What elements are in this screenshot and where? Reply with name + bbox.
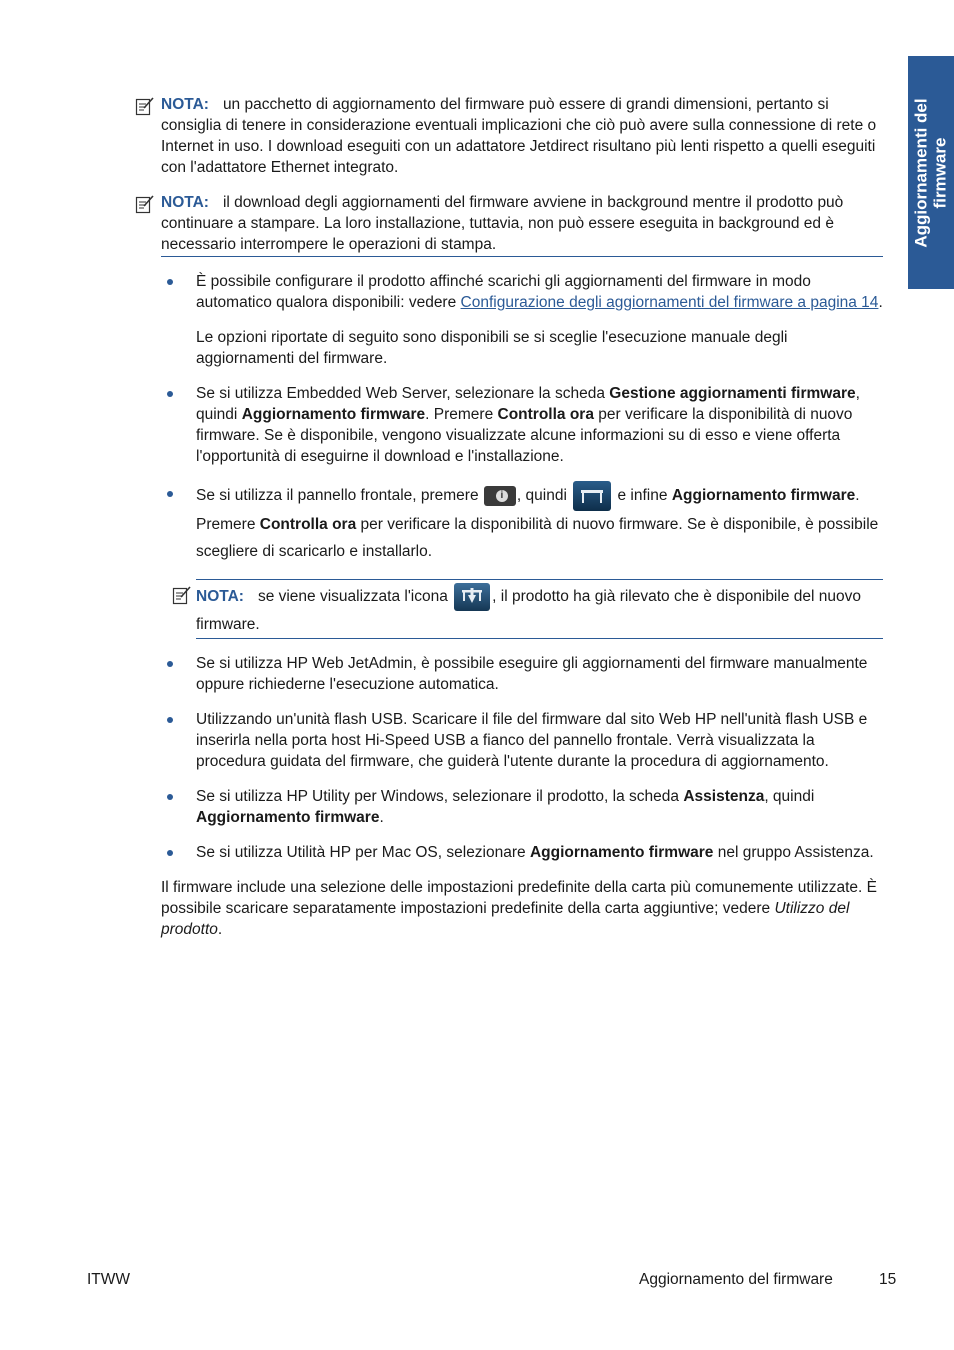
- bold-text: Controlla ora: [259, 516, 357, 533]
- bullet-icon: [167, 279, 173, 285]
- update-options-list: [161, 271, 883, 565]
- footer-left: ITWW: [87, 1271, 131, 1288]
- side-tab-line2: firmware: [931, 137, 951, 208]
- text: Se si utilizza HP Utility per Windows, selezionare il prodotto, la scheda: [196, 788, 684, 805]
- note-icon: [172, 585, 192, 605]
- note-label: NOTA:: [161, 194, 209, 211]
- text: se viene visualizzata l'icona: [257, 588, 453, 606]
- note-label: NOTA:: [161, 96, 209, 113]
- text: , quindi: [764, 788, 815, 805]
- bold-text: Assistenza: [683, 788, 765, 805]
- text: Se si utilizza HP Web JetAdmin, è possibile eseguire gli aggiornamenti del firmware manualmente oppure richiederne l'esecuzione automatica.: [196, 655, 868, 693]
- text: .: [878, 294, 883, 311]
- note-icon: [135, 194, 155, 214]
- bold-text: Aggiornamento firmware: [529, 844, 714, 861]
- text: per verificare la disponibilità di nuovo firmware. Se è disponibile, è possibile scegliere di scaricarlo e installarlo.: [196, 516, 879, 560]
- bullet-icon: [167, 661, 173, 667]
- page-number: 15: [879, 1271, 897, 1288]
- footer-section-title: Aggiornamento del firmware: [639, 1271, 833, 1288]
- info-button-icon: i: [484, 486, 516, 506]
- text: nel gruppo Assistenza.: [713, 844, 874, 861]
- bold-text: Controlla ora: [497, 406, 594, 423]
- note-text: un pacchetto di aggiornamento del firmware può essere di grandi dimensioni, pertanto si consiglia di tenere in considerazione eventuali implicazioni che ciò può avere sulla connessione di rete o Internet in uso. I download eseguiti con un adattatore Jetdirect risultano più lenti rispetto a quelli eseguiti con l'adattatore Ethernet integrato.: [161, 96, 877, 176]
- bold-text: Aggiornamento firmware: [671, 487, 856, 505]
- update-options-list-2: [161, 653, 883, 863]
- bullet-icon: [167, 717, 173, 723]
- side-tab-label: [912, 98, 950, 247]
- text: e infine: [613, 487, 672, 505]
- config-firmware-link[interactable]: Configurazione degli aggiornamenti del firmware a pagina 14: [460, 294, 879, 311]
- text: , quindi: [516, 487, 572, 505]
- text: Il firmware include una selezione delle impostazioni predefinite della carta più comunemente utilizzate. È possibile scaricare separatamente impostazioni predefinite della carta aggiuntive; vedere: [161, 879, 877, 917]
- text: per verificare la disponibilità di nuovo firmware. Se è disponibile, vengono visualizzate alcune informazioni su di esso e viene offerta l'opportunità di eseguirne il download e l'installazione.: [196, 406, 853, 465]
- list-item: [161, 842, 883, 863]
- text: Se si utilizza il pannello frontale, premere: [196, 487, 483, 505]
- list-item: [161, 709, 883, 772]
- note-2: [161, 192, 883, 257]
- text: Se si utilizza Embedded Web Server, selezionare la scheda: [196, 385, 610, 402]
- text: . Premere: [425, 406, 498, 423]
- bullet-icon: [167, 850, 173, 856]
- note-text: il download degli aggiornamenti del firmware avviene in background mentre il prodotto può continuare a stampare. La loro installazione, tuttavia, non può essere eseguita in background ed è necessario interrompere le operazioni di stampa.: [161, 194, 844, 253]
- text: .: [379, 809, 384, 826]
- bold-text: Gestione aggiornamenti firmware: [609, 385, 856, 402]
- side-section-tab: [908, 56, 954, 289]
- text: , quindi: [196, 385, 860, 423]
- text: .: [217, 921, 223, 938]
- list-item: [161, 383, 883, 467]
- note-label: NOTA:: [196, 588, 244, 606]
- text: Se si utilizza Utilità HP per Mac OS, selezionare: [196, 844, 530, 861]
- bold-text: Aggiornamento firmware: [241, 406, 426, 423]
- text: Utilizzando un'unità flash USB. Scaricare il file del firmware dal sito Web HP nell'unità flash USB e inserirla nella porta host Hi-Speed USB a fianco del pannello frontale. Verrà visualizzata la procedura guidata del firmware, che guiderà l'utente durante la procedura di aggiornamento.: [196, 711, 868, 770]
- bullet-icon: [167, 391, 173, 397]
- list-item: [161, 653, 883, 695]
- text: È possibile configurare il prodotto affinché scarichi gli aggiornamenti del firmware in modo automatico qualora disponibili: vedere: [196, 273, 811, 311]
- text: . Premere: [196, 487, 860, 533]
- manual-options-paragraph: Le opzioni riportate di seguito sono disponibili se si sceglie l'esecuzione manuale degli aggiornamenti del firmware.: [196, 329, 788, 367]
- tools-button-icon: [573, 481, 611, 511]
- bold-text: Aggiornamento firmware: [196, 809, 380, 826]
- note-icon: [135, 96, 155, 116]
- note-1: [161, 94, 883, 178]
- main-content: [161, 94, 883, 940]
- list-item: [161, 786, 883, 828]
- italic-reference: Utilizzo del prodotto: [161, 900, 850, 938]
- note-3: [196, 579, 883, 639]
- bullet-icon: [167, 491, 173, 497]
- closing-paragraph: [161, 877, 883, 940]
- bullet-icon: [167, 794, 173, 800]
- text: , il prodotto ha già rilevato che è disponibile del nuovo firmware.: [196, 588, 861, 633]
- side-tab-line1: Aggiornamenti del: [912, 97, 932, 248]
- firmware-available-icon: [454, 583, 490, 611]
- list-item: [161, 481, 883, 565]
- list-item: [161, 271, 883, 369]
